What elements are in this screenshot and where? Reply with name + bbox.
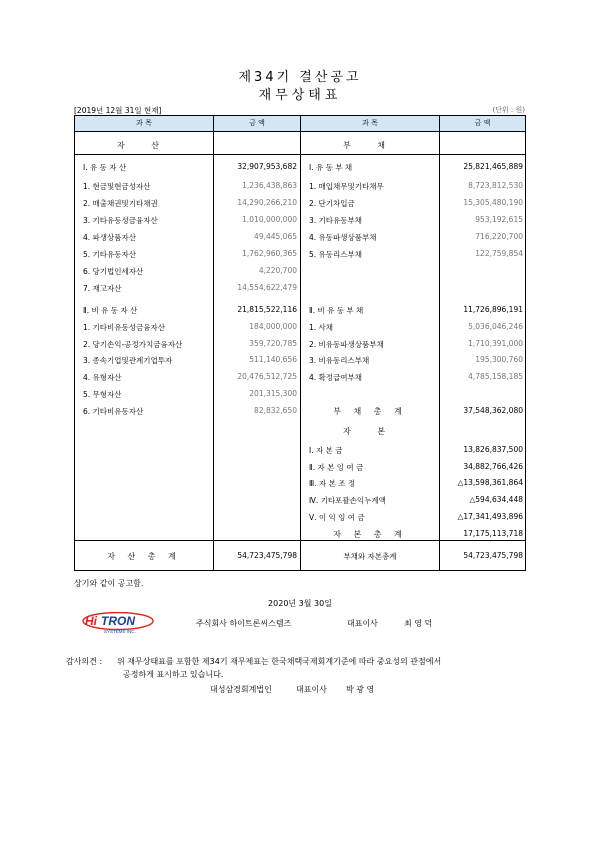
liability-item-amount: 1,710,391,000: [468, 339, 523, 348]
asset-item-label: 2. 당기손익-공정가치금융자산: [83, 340, 183, 349]
equity-item-label: Ⅱ. 자 본 잉 여 금: [309, 463, 364, 472]
asset-item-label: 1. 기타비유동성금융자산: [83, 323, 165, 332]
noncurrent-assets-label: Ⅱ. 비 유 동 자 산: [83, 306, 138, 315]
total-liabilities-amount: 37,548,362,080: [463, 406, 523, 415]
asset-item-label: 4. 유형자산: [83, 373, 122, 382]
liability-item-label: 2. 단기차입금: [309, 199, 355, 208]
equity-item-amount: 34,882,766,426: [463, 462, 523, 471]
current-assets-amount: 32,907,953,682: [237, 162, 297, 171]
liability-item-label: 1. 사채: [309, 323, 334, 332]
asset-item-amount: 511,140,656: [249, 355, 297, 364]
asset-item-amount: 1,236,438,863: [242, 181, 297, 190]
section-liabilities-heading: 부 채: [343, 141, 397, 150]
equity-item-label: Ⅴ. 이 익 잉 여 금: [309, 513, 365, 522]
total-liabilities-label: 부 채 총 계: [333, 407, 407, 416]
asset-item-amount: 1,010,000,000: [242, 215, 297, 224]
asset-item-amount: 184,000,000: [249, 322, 297, 331]
asset-item-label: 2. 매출채권및기타채권: [83, 199, 158, 208]
notice-title: 제34기 결산공고: [238, 70, 362, 85]
asset-item-label: 5. 무형자산: [83, 390, 122, 399]
company-name: 주식회사 하이트론씨스템즈: [196, 619, 292, 628]
liability-item-amount: 5,036,046,246: [468, 322, 523, 331]
svg-text:TRON: TRON: [101, 614, 135, 628]
header-amount-left: 금 액: [249, 119, 265, 127]
asset-item-amount: 49,445,065: [254, 232, 297, 241]
auditor-ceo-name: 박 광 영: [346, 685, 375, 694]
asset-item-label: 6. 기타비유동자산: [83, 407, 144, 416]
total-assets-amount: 54,723,475,798: [237, 551, 297, 560]
section-divider: [75, 154, 525, 155]
equity-item-label: Ⅰ. 자 본 금: [309, 446, 343, 455]
auditor-name: 대성삼경회계법인: [210, 685, 272, 694]
total-equity-label: 자 본 총 계: [333, 530, 407, 539]
ceo-name: 최 영 덕: [404, 619, 433, 628]
auditor-ceo-title: 대표이사: [296, 685, 327, 694]
asset-item-amount: 201,315,300: [249, 389, 297, 398]
ceo-title: 대표이사: [347, 619, 378, 628]
section-assets-heading: 자 산: [117, 141, 171, 150]
total-liabilities-equity-amount: 54,723,475,798: [463, 551, 523, 560]
as-of-date: [2019년 12월 31일 현재]: [74, 106, 162, 115]
total-liabilities-equity-label: 부채와 자본총계: [343, 552, 397, 561]
liability-item-label: 3. 비유동리스부채: [309, 356, 370, 365]
statement-title: 재무상태표: [258, 88, 342, 103]
svg-text:Hi: Hi: [85, 614, 97, 628]
liability-item-amount: 716,220,700: [475, 232, 523, 241]
current-liabilities-label: Ⅰ. 유 동 부 채: [309, 163, 353, 172]
equity-item-amount: △13,598,361,864: [457, 478, 523, 487]
liability-item-amount: 122,759,854: [475, 249, 523, 258]
total-equity-amount: 17,175,113,718: [463, 529, 523, 538]
column-divider: [300, 116, 301, 570]
audit-opinion-line2: 공정하게 표시하고 있습니다.: [123, 670, 224, 679]
equity-item-amount: △17,341,493,896: [457, 512, 523, 521]
current-liabilities-amount: 25,821,465,889: [463, 162, 523, 171]
asset-item-label: 3. 종속기업및관계기업투자: [83, 356, 173, 365]
liability-item-label: 4. 유동파생상품부채: [309, 233, 377, 242]
asset-item-amount: 82,832,650: [254, 406, 297, 415]
notice-text: 상기와 같이 공고함.: [74, 579, 144, 588]
equity-item-label: Ⅲ. 자 본 조 정: [309, 479, 356, 488]
liability-item-amount: 195,300,760: [475, 355, 523, 364]
audit-opinion-label: 감사의견 :: [66, 657, 103, 666]
asset-item-label: 1. 현금및현금성자산: [83, 182, 151, 191]
asset-item-amount: 14,554,622,479: [237, 283, 297, 292]
svg-text:SYSTEMS INC.: SYSTEMS INC.: [104, 629, 136, 634]
noncurrent-liabilities-amount: 11,726,896,191: [463, 305, 523, 314]
liability-item-amount: 15,305,480,190: [463, 198, 523, 207]
equity-item-amount: 13,826,837,500: [463, 445, 523, 454]
asset-item-amount: 1,762,960,365: [242, 249, 297, 258]
asset-item-amount: 359,720,785: [249, 339, 297, 348]
total-assets-label: 자 산 총 계: [107, 552, 181, 561]
asset-item-label: 5. 기타유동자산: [83, 250, 137, 259]
notice-date: 2020년 3월 30일: [268, 599, 332, 608]
header-account-left: 과 목: [136, 119, 152, 127]
header-amount-right: 금 액: [474, 119, 491, 127]
asset-item-amount: 20,476,512,725: [237, 372, 297, 381]
equity-item-amount: △594,634,448: [469, 495, 523, 504]
liability-item-label: 1. 매입채무및기타채무: [309, 182, 384, 191]
asset-item-label: 3. 기타유동성금융자산: [83, 216, 158, 225]
liability-item-label: 2. 비유동파생상품부채: [309, 340, 384, 349]
liability-item-amount: 953,192,615: [475, 215, 523, 224]
liability-item-amount: 8,723,812,530: [468, 181, 523, 190]
liability-item-amount: 4,785,158,185: [468, 372, 523, 381]
unit-label: (단위 : 원): [492, 106, 525, 114]
current-assets-label: Ⅰ. 유 동 자 산: [83, 163, 127, 172]
asset-item-label: 7. 재고자산: [83, 284, 122, 293]
header-account-right: 과 목: [362, 119, 378, 127]
noncurrent-assets-amount: 21,815,522,116: [237, 305, 297, 314]
equity-item-label: Ⅳ. 기타포괄손익누계액: [309, 496, 386, 505]
section-equity-heading: 자 본: [343, 427, 397, 436]
noncurrent-liabilities-label: Ⅱ. 비 유 동 부 채: [309, 306, 364, 315]
asset-item-label: 6. 당기법인세자산: [83, 267, 144, 276]
company-logo: [82, 612, 154, 634]
asset-item-amount: 14,290,266,210: [237, 198, 297, 207]
liability-item-label: 4. 확정급여부채: [309, 373, 363, 382]
totals-divider: [75, 540, 525, 541]
asset-item-label: 4. 파생상품자산: [83, 233, 137, 242]
asset-item-amount: 4,220,700: [258, 266, 297, 275]
liability-item-label: 3. 기타유동부채: [309, 216, 363, 225]
liability-item-label: 5. 유동리스부채: [309, 250, 363, 259]
audit-opinion-line1: 위 재무상태표를 포함한 제34기 재무제표는 한국채택국제회계기준에 따라 중요성의 관점에서: [117, 657, 442, 666]
